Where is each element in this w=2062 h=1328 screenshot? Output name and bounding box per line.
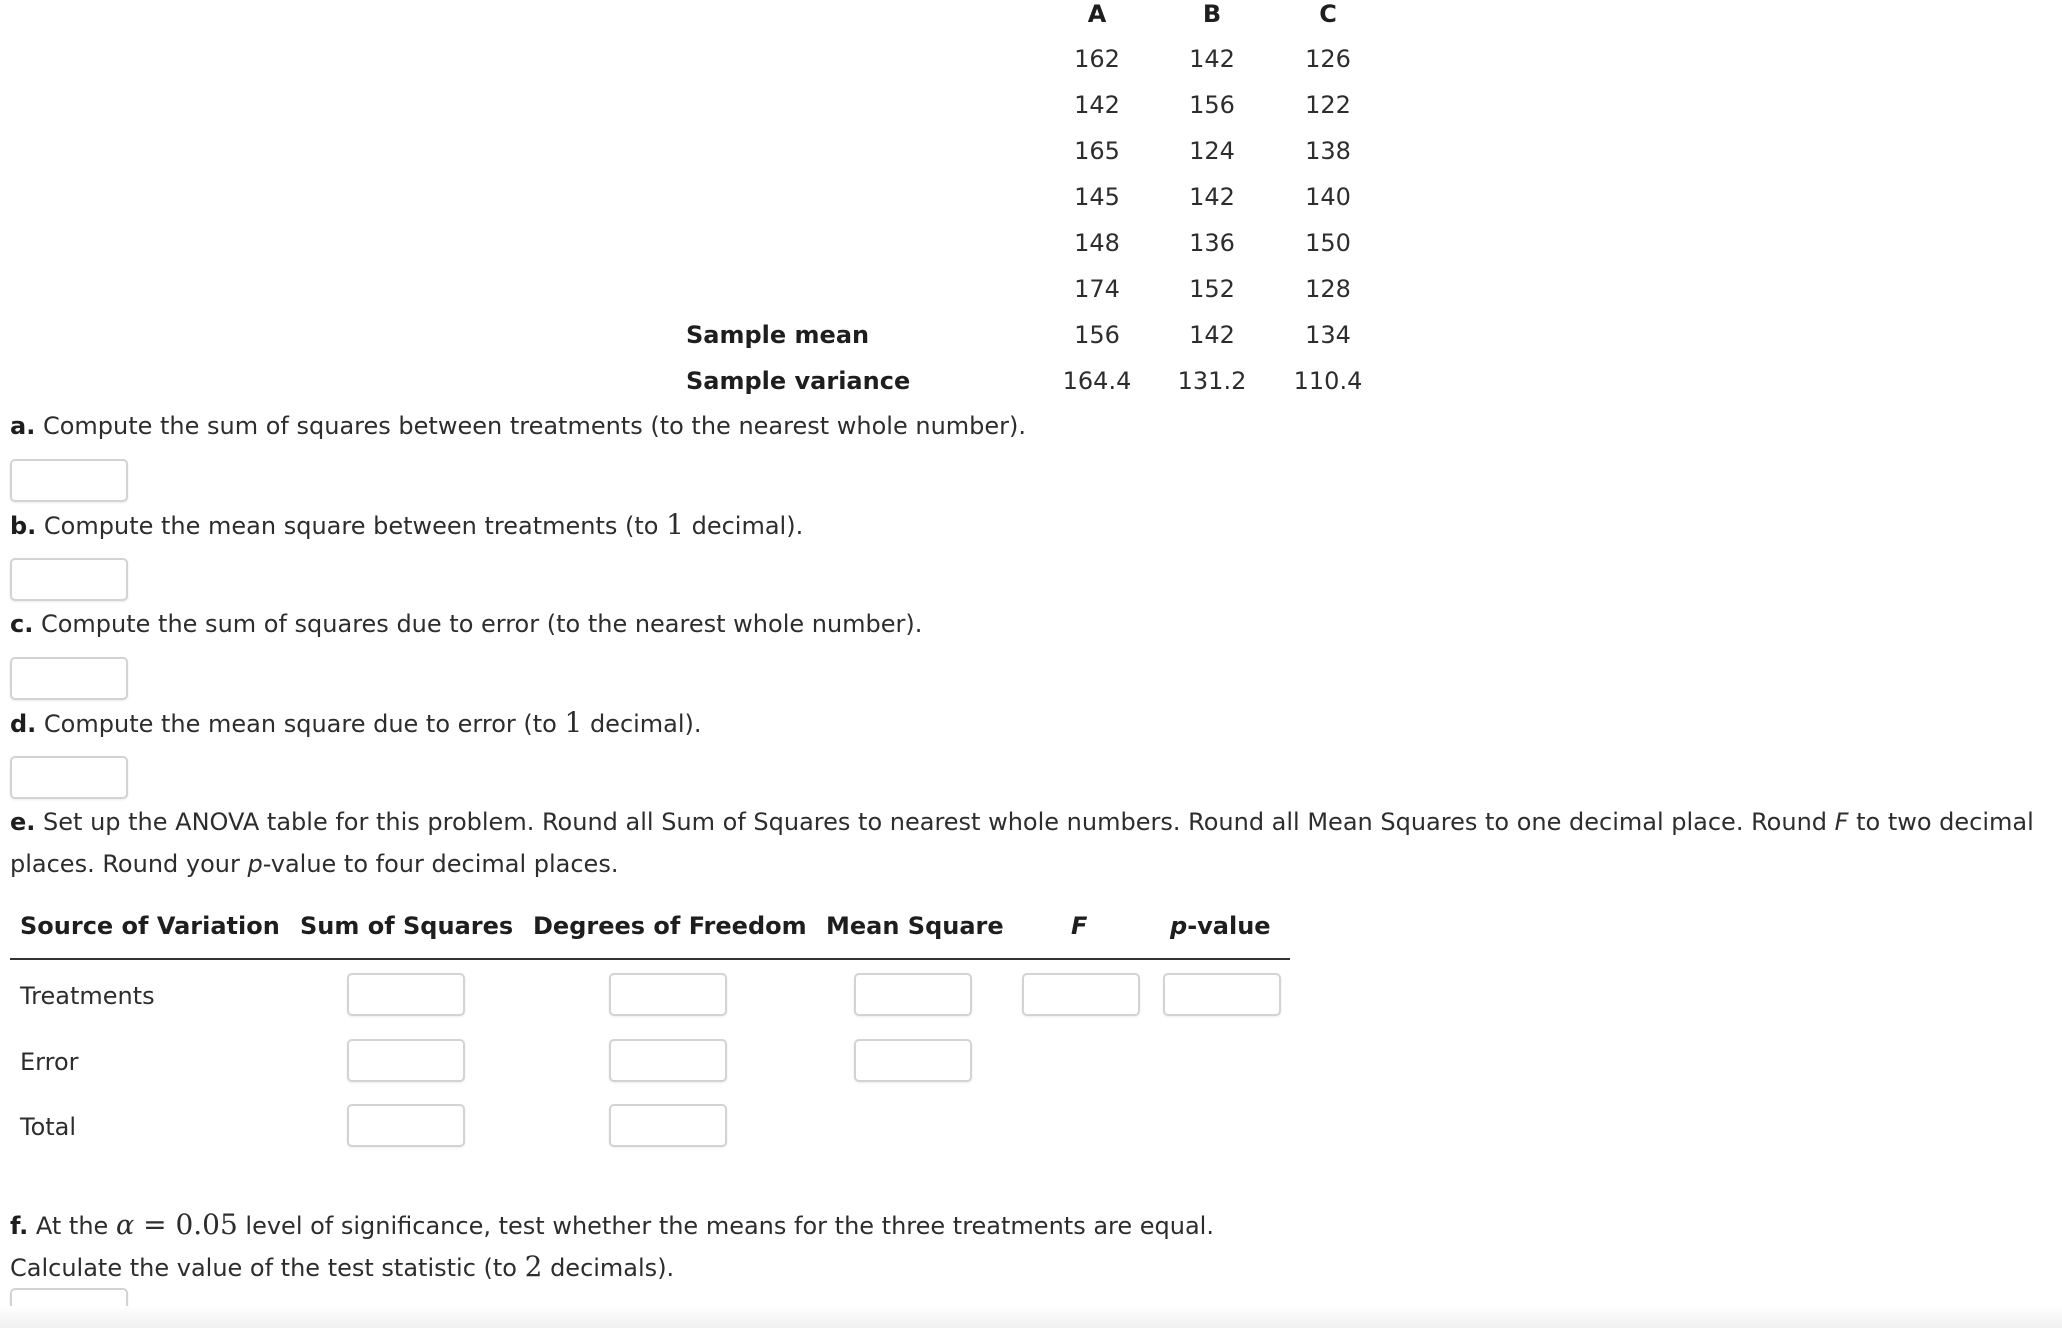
data-cell: 126: [1305, 45, 1351, 73]
question-b-letter: b.: [10, 512, 37, 540]
question-b-text-post: decimal).: [683, 512, 804, 540]
data-cell: 142: [1074, 91, 1120, 119]
treatments-df-input[interactable]: [609, 973, 727, 1016]
question-e-letter: e.: [10, 808, 36, 836]
answer-c-input[interactable]: [10, 657, 128, 700]
treatments-pvalue-input[interactable]: [1163, 973, 1281, 1016]
anova-header-p-rest: -value: [1187, 912, 1271, 940]
question-f-line2-post: decimals).: [542, 1254, 675, 1282]
question-a-letter: a.: [10, 412, 36, 440]
question-e-text-pre: Set up the ANOVA table for this problem. Round all Sum of Squares to nearest whole numbers. Round all Mean Squares to one decimal place. Round: [35, 808, 1835, 836]
sample-mean-a: 156: [1074, 321, 1120, 349]
treatments-ss-input[interactable]: [347, 973, 465, 1016]
sample-mean-c: 134: [1305, 321, 1351, 349]
data-cell: 174: [1074, 275, 1120, 303]
question-e-line1: [10, 808, 2034, 836]
sample-variance-label: Sample variance: [686, 367, 911, 395]
question-a-text: Compute the sum of squares between treatments (to the nearest whole number).: [35, 412, 1027, 440]
question-f-line2: [10, 1250, 674, 1283]
error-df-input[interactable]: [609, 1039, 727, 1082]
sample-variance-b: 131.2: [1177, 367, 1247, 395]
treatments-ms-input[interactable]: [854, 973, 972, 1016]
question-d-text-post: decimal).: [582, 710, 702, 738]
sample-mean-b: 142: [1189, 321, 1235, 349]
question-d-text-pre: Compute the mean square due to error (to: [36, 710, 565, 738]
anova-header-p-var: p: [1170, 912, 1188, 940]
sample-variance-c: 110.4: [1293, 367, 1363, 395]
error-ms-input[interactable]: [854, 1039, 972, 1082]
column-header-b: B: [1202, 0, 1222, 28]
total-ss-input[interactable]: [347, 1104, 465, 1147]
question-f-letter: f.: [10, 1212, 29, 1240]
anova-row-total-label: Total: [20, 1113, 77, 1141]
question-e-line2: [10, 850, 618, 878]
data-cell: 145: [1074, 183, 1120, 211]
anova-header-df: Degrees of Freedom: [533, 912, 807, 940]
question-d-number: 1: [564, 706, 583, 739]
bottom-edge: [0, 1306, 2062, 1328]
question-f-text-pre: At the: [28, 1212, 116, 1240]
answer-b-input[interactable]: [10, 558, 128, 601]
anova-header-f: F: [1071, 912, 1088, 940]
question-d-letter: d.: [10, 710, 37, 738]
data-cell: 165: [1074, 137, 1120, 165]
question-b-number: 1: [666, 508, 684, 541]
question-c: [10, 610, 922, 638]
question-f-line1: [10, 1208, 1214, 1241]
sample-variance-a: 164.4: [1062, 367, 1132, 395]
anova-row-treatments-label: Treatments: [20, 982, 155, 1010]
question-b: [10, 508, 803, 541]
question-b-text-pre: Compute the mean square between treatments (to: [36, 512, 667, 540]
data-cell: 138: [1305, 137, 1351, 165]
question-c-letter: c.: [10, 610, 34, 638]
treatments-f-input[interactable]: [1022, 973, 1140, 1016]
error-ss-input[interactable]: [347, 1039, 465, 1082]
anova-header-pvalue: [1170, 912, 1271, 940]
data-cell: 148: [1074, 229, 1120, 257]
anova-header-rule: [10, 958, 1290, 960]
column-header-c: C: [1319, 0, 1337, 28]
data-cell: 150: [1305, 229, 1351, 257]
anova-row-error-label: Error: [20, 1048, 79, 1076]
question-c-text: Compute the sum of squares due to error (to the nearest whole number).: [33, 610, 923, 638]
data-cell: 124: [1189, 137, 1235, 165]
question-f-alpha: α: [115, 1210, 135, 1241]
anova-header-ss: Sum of Squares: [300, 912, 514, 940]
data-cell: 128: [1305, 275, 1351, 303]
question-f-alpha-value: 0.05: [175, 1208, 238, 1241]
data-cell: 152: [1189, 275, 1235, 303]
question-f-text-post: level of significance, test whether the means for the three treatments are equal.: [237, 1212, 1214, 1240]
data-cell: 122: [1305, 91, 1351, 119]
question-e-line2-post: -value to four decimal places.: [262, 850, 619, 878]
question-e-var-f: F: [1834, 808, 1849, 836]
data-cell: 142: [1189, 183, 1235, 211]
column-header-a: A: [1087, 0, 1107, 28]
total-df-input[interactable]: [609, 1104, 727, 1147]
answer-d-input[interactable]: [10, 756, 128, 799]
question-a: [10, 412, 1026, 440]
anova-header-ms: Mean Square: [826, 912, 1004, 940]
question-e-text-post: to two decimal: [1848, 808, 2034, 836]
question-f-equals: =: [134, 1208, 176, 1241]
data-cell: 162: [1074, 45, 1120, 73]
question-f-number: 2: [524, 1250, 543, 1283]
sample-mean-label: Sample mean: [686, 321, 870, 349]
answer-a-input[interactable]: [10, 459, 128, 502]
data-cell: 136: [1189, 229, 1235, 257]
question-e-var-p: p: [247, 850, 263, 878]
anova-header-source: Source of Variation: [20, 912, 280, 940]
question-f-line2-pre: Calculate the value of the test statistic (to: [10, 1254, 525, 1282]
question-e-line2-pre: places. Round your: [10, 850, 248, 878]
data-cell: 142: [1189, 45, 1235, 73]
question-d: [10, 706, 702, 739]
data-cell: 140: [1305, 183, 1351, 211]
data-cell: 156: [1189, 91, 1235, 119]
